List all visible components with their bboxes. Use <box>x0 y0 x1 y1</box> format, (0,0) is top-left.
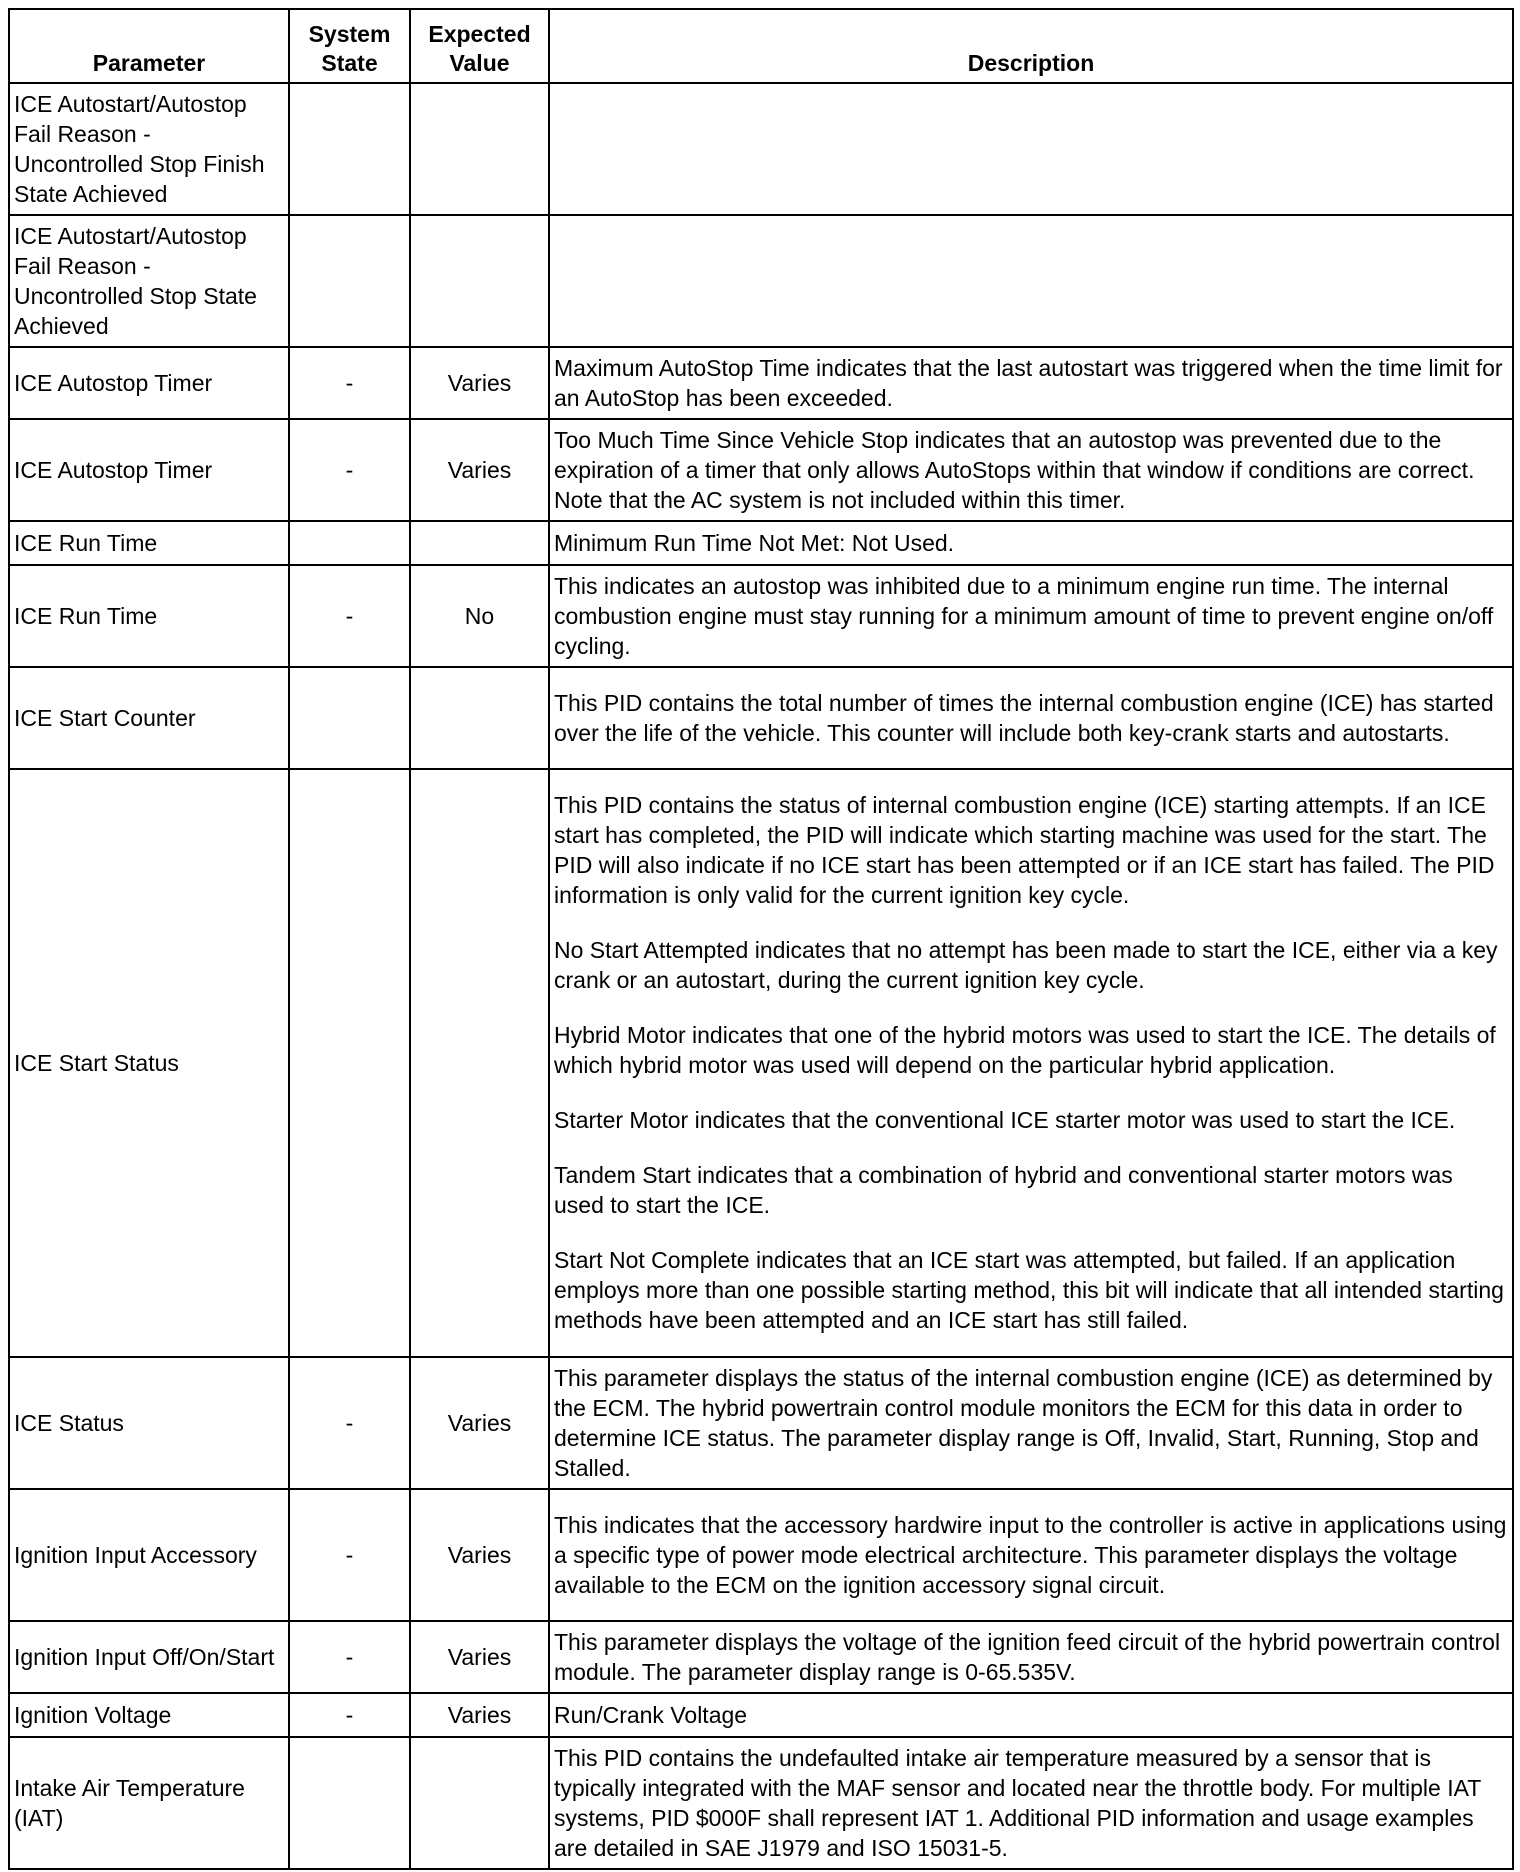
parameter-table <box>8 8 1514 1870</box>
cell-description <box>549 521 1513 565</box>
cell-expected-value: Varies <box>410 1693 549 1737</box>
description-paragraph: This parameter displays the status of the internal combustion engine (ICE) as determined by the ECM. The hybrid powertrain control module monitors the ECM for this data in order to determine ICE status. The parameter display range is Off, Invalid, Start, Running, Stop and Stalled. <box>554 1364 1493 1481</box>
table-row <box>9 1693 1513 1737</box>
table-row <box>9 83 1513 215</box>
cell-parameter: Ignition Input Accessory <box>9 1489 289 1621</box>
table-row <box>9 667 1513 769</box>
cell-description <box>549 215 1513 347</box>
description-paragraph: Too Much Time Since Vehicle Stop indicates that an autostop was prevented due to the expiration of a timer that only allows AutoStops within that window if conditions are correct. Note that the AC system is not included within this timer. <box>554 426 1475 513</box>
description-paragraph: This indicates an autostop was inhibited due to a minimum engine run time. The internal combustion engine must stay running for a minimum amount of time to prevent engine on/off cycling. <box>554 572 1494 659</box>
table-row <box>9 1489 1513 1621</box>
cell-description <box>549 1693 1513 1737</box>
description-paragraph: Hybrid Motor indicates that one of the hybrid motors was used to start the ICE. The details of which hybrid motor was used will depend on the particular hybrid application. <box>554 1022 1496 1078</box>
cell-expected-value <box>410 769 549 1357</box>
cell-parameter: Intake Air Temperature (IAT) <box>9 1737 289 1869</box>
description-paragraph: Start Not Complete indicates that an ICE start was attempted, but failed. If an application employs more than one possible starting method, this bit will indicate that all intended starting methods have been attempted and an ICE start has still failed. <box>554 1247 1504 1333</box>
cell-description <box>549 565 1513 667</box>
description-paragraph: Starter Motor indicates that the conventional ICE starter motor was used to start the ICE. <box>554 1107 1456 1133</box>
cell-description <box>549 769 1513 1357</box>
cell-expected-value: Varies <box>410 1357 549 1489</box>
cell-expected-value <box>410 215 549 347</box>
table-body <box>9 83 1513 1869</box>
cell-system-state: - <box>289 1693 410 1737</box>
cell-expected-value <box>410 667 549 769</box>
cell-system-state <box>289 83 410 215</box>
cell-parameter: ICE Autostop Timer <box>9 419 289 521</box>
table-row <box>9 347 1513 419</box>
cell-system-state <box>289 215 410 347</box>
header-expected-value: Expected Value <box>410 9 549 83</box>
cell-system-state: - <box>289 1621 410 1693</box>
cell-description <box>549 83 1513 215</box>
table-row <box>9 565 1513 667</box>
cell-parameter: ICE Run Time <box>9 521 289 565</box>
header-description: Description <box>549 9 1513 83</box>
cell-description <box>549 419 1513 521</box>
cell-parameter: ICE Run Time <box>9 565 289 667</box>
cell-parameter: Ignition Voltage <box>9 1693 289 1737</box>
table-row <box>9 215 1513 347</box>
cell-expected-value: Varies <box>410 419 549 521</box>
cell-parameter: ICE Autostart/Autostop Fail Reason - Uncontrolled Stop Finish State Achieved <box>9 83 289 215</box>
cell-system-state <box>289 521 410 565</box>
cell-description <box>549 347 1513 419</box>
cell-system-state <box>289 667 410 769</box>
cell-parameter: ICE Status <box>9 1357 289 1489</box>
cell-system-state <box>289 1737 410 1869</box>
cell-parameter: ICE Start Status <box>9 769 289 1357</box>
description-paragraph: This parameter displays the voltage of the ignition feed circuit of the hybrid powertrain control module. The parameter display range is 0-65.535V. <box>554 1628 1501 1685</box>
cell-system-state: - <box>289 347 410 419</box>
cell-system-state: - <box>289 565 410 667</box>
cell-expected-value: No <box>410 565 549 667</box>
description-paragraph: This indicates that the accessory hardwire input to the controller is active in applications using a specific type of power mode electrical architecture. This parameter displays the voltage available to the ECM on the ignition accessory signal circuit. <box>554 1511 1507 1598</box>
cell-expected-value <box>410 1737 549 1869</box>
cell-parameter: ICE Autostop Timer <box>9 347 289 419</box>
cell-expected-value <box>410 83 549 215</box>
header-parameter: Parameter <box>9 9 289 83</box>
cell-description <box>549 1621 1513 1693</box>
cell-system-state: - <box>289 1357 410 1489</box>
table-row <box>9 419 1513 521</box>
cell-expected-value <box>410 521 549 565</box>
header-system-state: System State <box>289 9 410 83</box>
cell-parameter: ICE Autostart/Autostop Fail Reason - Uncontrolled Stop State Achieved <box>9 215 289 347</box>
cell-expected-value: Varies <box>410 347 549 419</box>
table-row <box>9 1357 1513 1489</box>
table-header-row <box>9 9 1513 83</box>
cell-expected-value: Varies <box>410 1621 549 1693</box>
table-row <box>9 769 1513 1357</box>
cell-parameter: Ignition Input Off/On/Start <box>9 1621 289 1693</box>
cell-system-state: - <box>289 419 410 521</box>
description-paragraph: Tandem Start indicates that a combination of hybrid and conventional starter motors was used to start the ICE. <box>554 1162 1453 1218</box>
cell-description <box>549 1489 1513 1621</box>
description-paragraph: This PID contains the undefaulted intake air temperature measured by a sensor that is typically integrated with the MAF sensor and located near the throttle body. For multiple IAT systems, PID $000F shall represent IAT 1. Additional PID information and usage examples are detailed in SAE J1979 and ISO 15031-5. <box>554 1744 1481 1861</box>
cell-description <box>549 1357 1513 1489</box>
description-paragraph: No Start Attempted indicates that no attempt has been made to start the ICE, either via a key crank or an autostart, during the current ignition key cycle. <box>554 937 1498 993</box>
description-paragraph: This PID contains the status of internal combustion engine (ICE) starting attempts. If an ICE start has completed, the PID will indicate which starting machine was used for the start. The PID will also indicate if no ICE start has been attempted or if an ICE start has failed. The PID information is only valid for the current ignition key cycle. <box>554 792 1495 908</box>
description-paragraph: Minimum Run Time Not Met: Not Used. <box>554 529 955 556</box>
cell-parameter: ICE Start Counter <box>9 667 289 769</box>
description-paragraph: Run/Crank Voltage <box>554 1701 748 1728</box>
table-row <box>9 1621 1513 1693</box>
table-row <box>9 1737 1513 1869</box>
description-paragraph: This PID contains the total number of times the internal combustion engine (ICE) has started over the life of the vehicle. This counter will include both key-crank starts and autostarts. <box>554 689 1494 746</box>
table-row <box>9 521 1513 565</box>
cell-description <box>549 667 1513 769</box>
cell-system-state: - <box>289 1489 410 1621</box>
cell-description <box>549 1737 1513 1869</box>
cell-system-state <box>289 769 410 1357</box>
cell-expected-value: Varies <box>410 1489 549 1621</box>
description-paragraph: Maximum AutoStop Time indicates that the last autostart was triggered when the time limit for an AutoStop has been exceeded. <box>554 354 1503 411</box>
